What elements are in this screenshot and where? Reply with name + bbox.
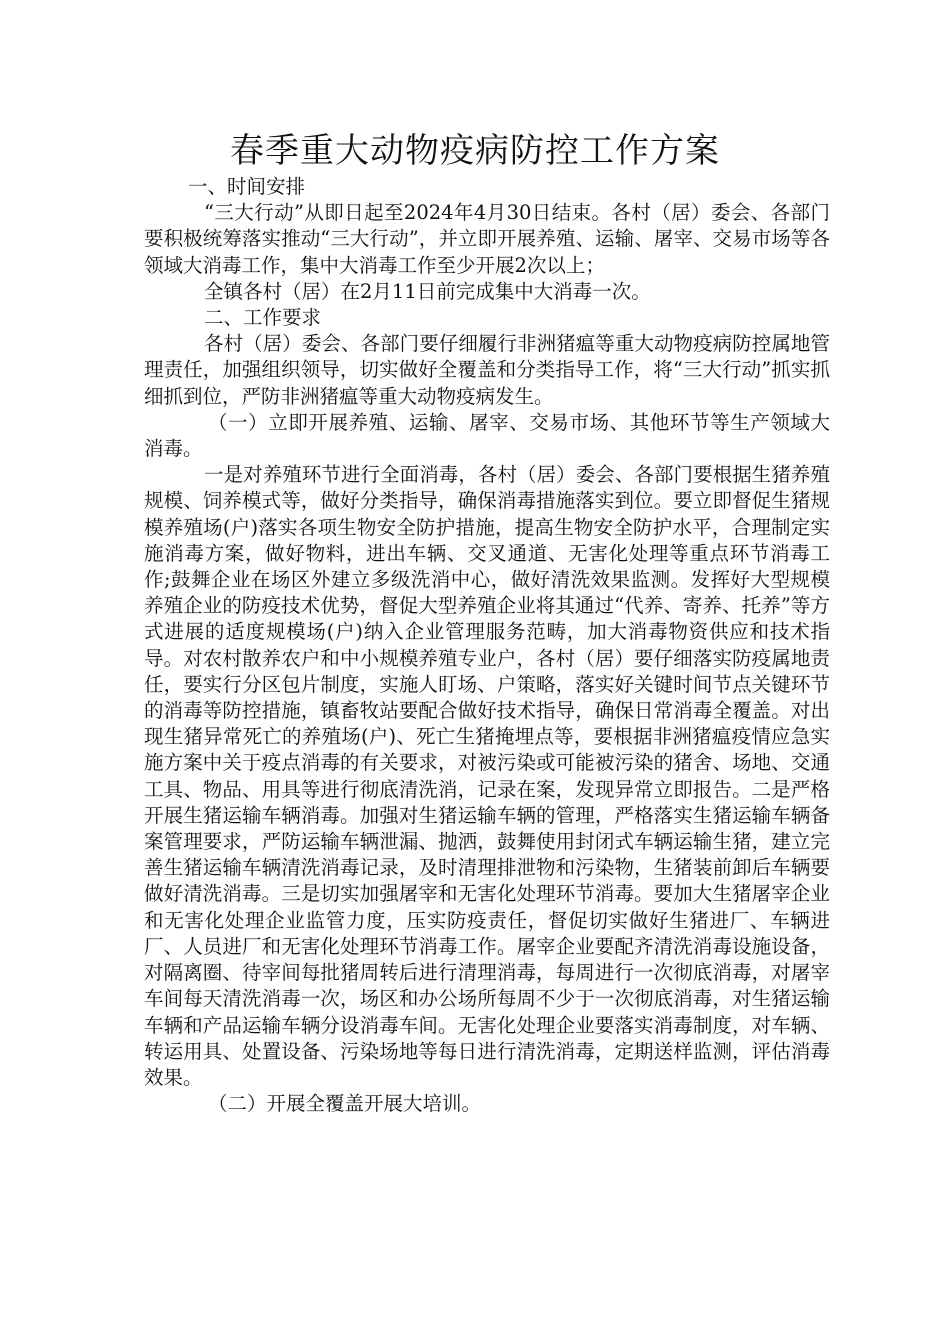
paragraph-deadline: 全镇各村（居）在2月11日前完成集中大消毒一次。 xyxy=(204,279,651,303)
document-title: 春季重大动物疫病防控工作方案 xyxy=(230,131,720,171)
section-heading-schedule: 一、时间安排 xyxy=(188,175,306,198)
subheading-training: （二）开展全覆盖开展大培训。 xyxy=(208,1092,482,1116)
subheading-disinfection: （一）立即开展养殖、运输、屠宰、交易市场、其他环节等生产领域大消毒。 xyxy=(144,410,830,461)
paragraph-schedule-detail: “三大行动”从即日起至2024年4月30日结束。各村（居）委会、各部门要积极统筹落实推动“三大行动”，并立即开展养殖、运输、屠宰、交易市场等各领域大消毒工作，集中大消毒工作至少开展2次以上； xyxy=(144,201,830,277)
section-heading-requirements: 二、工作要求 xyxy=(204,306,322,330)
document-body xyxy=(144,174,830,1117)
paragraph-requirements: 各村（居）委会、各部门要仔细履行非洲猪瘟等重大动物疫病防控属地管理责任，加强组织领导，切实做好全覆盖和分类指导工作，将“三大行动”抓实抓细抓到位，严防非洲猪瘟等重大动物疫病发生。 xyxy=(144,332,830,408)
paragraph-disinfection-detail: 一是对养殖环节进行全面消毒，各村（居）委会、各部门要根据生猪养殖规模、饲养模式等，做好分类指导，确保消毒措施落实到位。要立即督促生猪规模养殖场(户)落实各项生物安全防护措施，提高生物安全防护水平，合理制定实施消毒方案，做好物料，进出车辆、交叉通道、无害化处理等重点环节消毒工作;鼓舞企业在场区外建立多级洗消中心，做好清洗效果监测。发挥好大型规模养殖企业的防疫技术优势，督促大型养殖企业将其通过“代养、寄养、托养”等方式进展的适度规模场(户)纳入企业管理服务范畴，加大消毒物资供应和技术指导。对农村散养农户和中小规模养殖专业户，各村（居）要仔细落实防疫属地责任，要实行分区包片制度，实施人盯场、户策略，落实好关键时间节点关键环节的消毒等防控措施，镇畜牧站要配合做好技术指导，确保日常消毒全覆盖。对出现生猪异常死亡的养殖场(户)、死亡生猪掩埋点等，要根据非洲猪瘟疫情应急实施方案中关于疫点消毒的有关要求，对被污染或可能被污染的猪舍、场地、交通工具、物品、用具等进行彻底清洗消，记录在案，发现异常立即报告。二是严格开展生猪运输车辆消毒。加强对生猪运输车辆的管理，严格落实生猪运输车辆备案管理要求，严防运输车辆泄漏、抛洒，鼓舞使用封闭式车辆运输生猪，建立完善生猪运输车辆清洗消毒记录，及时清理排泄物和污染物，生猪装前卸后车辆要做好清洗消毒。三是切实加强屠宰和无害化处理环节消毒。要加大生猪屠宰企业和无害化处理企业监管力度，压实防疫责任，督促切实做好生猪进厂、车辆进厂、人员进厂和无害化处理环节消毒工作。屠宰企业要配齐清洗消毒设施设备，对隔离圈、待宰间每批猪周转后进行清理消毒，每周进行一次彻底消毒，对屠宰车间每天清洗消毒一次，场区和办公场所每周不少于一次彻底消毒，对生猪运输车辆和产品运输车辆分设消毒车间。无害化处理企业要落实消毒制度，对车辆、转运用具、处置设备、污染场地等每日进行清洗消毒，定期送样监测，评估消毒效果。 xyxy=(144,463,830,1089)
